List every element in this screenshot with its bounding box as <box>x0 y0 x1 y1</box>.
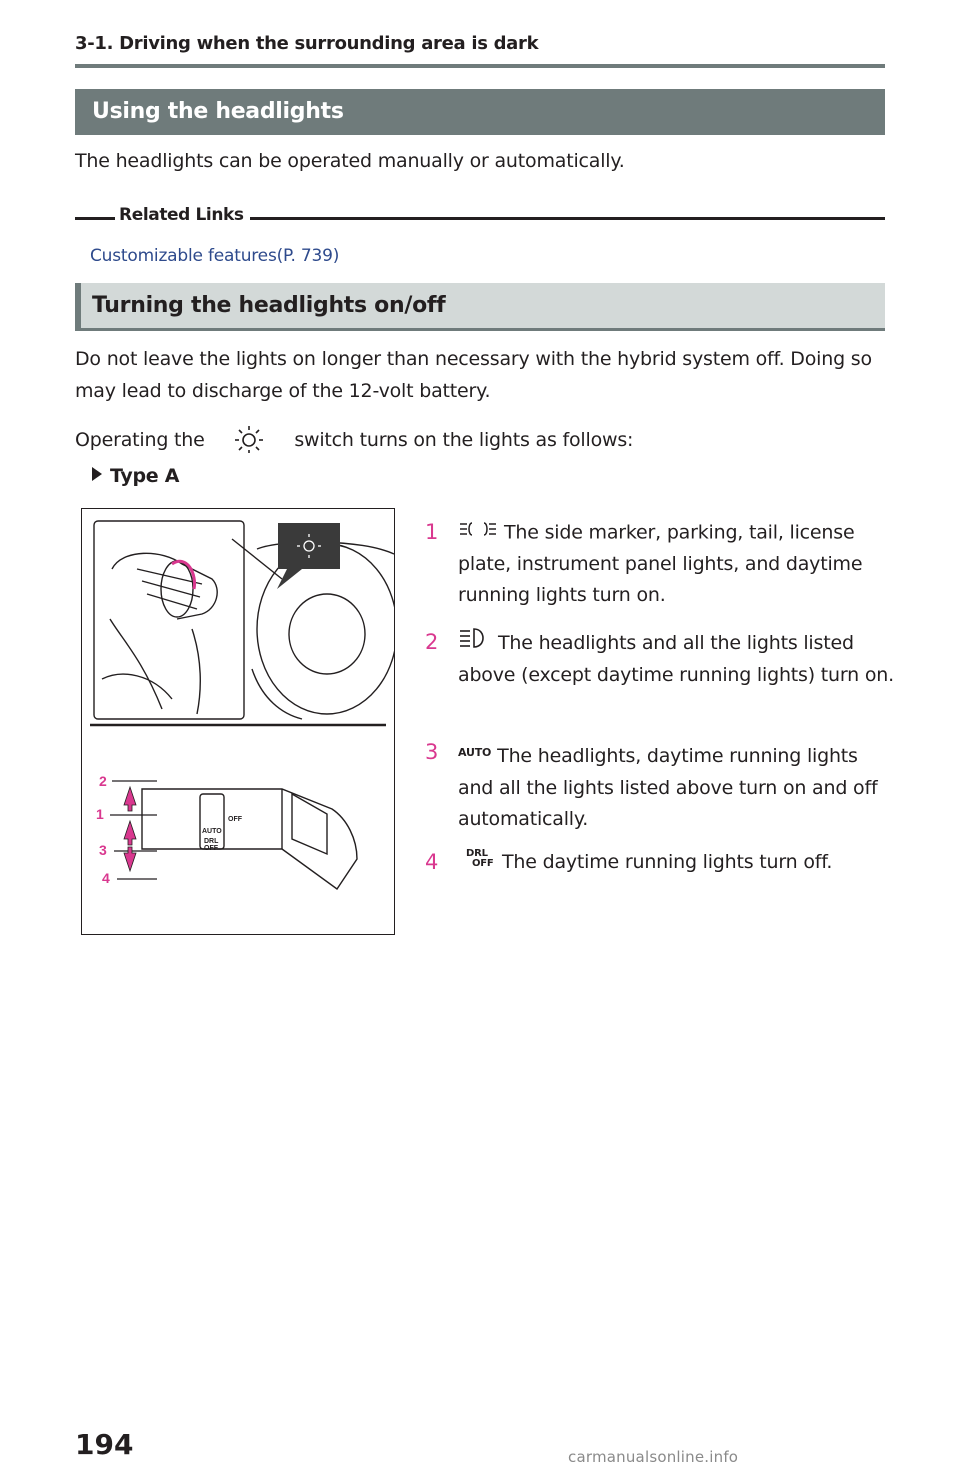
operating-text-pre: Operating the <box>75 429 205 451</box>
item-number: 3 <box>425 740 439 764</box>
callout-3: 3 <box>99 842 107 858</box>
section-title-turning-headlights: Turning the headlights on/off <box>75 283 885 331</box>
parking-lights-icon <box>458 517 498 549</box>
callout-2: 2 <box>99 773 107 789</box>
operating-text-post: switch turns on the lights as follows: <box>294 429 634 451</box>
item-text: The side marker, parking, tail, license plate, instrument panel lights, and daytime running lights turn on. <box>458 521 863 607</box>
callout-4: 4 <box>102 870 110 886</box>
list-item <box>425 847 895 879</box>
headlight-switch-illustration <box>81 508 395 935</box>
header-rule <box>75 64 885 68</box>
related-links-rule-right <box>250 217 885 220</box>
switch-label-off: OFF <box>228 816 242 823</box>
item-text: The daytime running lights turn off. <box>502 851 833 873</box>
headlight-icon <box>458 627 492 660</box>
drl-off-icon: DRL OFF <box>466 848 494 869</box>
list-item <box>425 517 895 612</box>
item-text: The headlights and all the lights listed above (except daytime running lights) turn on. <box>458 631 894 686</box>
item-text: The headlights, daytime running lights and all the lights listed above turn on and off automatically. <box>458 745 878 830</box>
type-a-heading: Type A <box>92 465 179 487</box>
item-number: 4 <box>425 850 439 874</box>
list-item <box>425 627 895 691</box>
switch-label-drl: DRL <box>204 838 219 845</box>
operating-sentence <box>75 424 633 456</box>
switch-label-drl-off: OFF <box>204 845 218 852</box>
arrow-bullet-icon <box>92 467 102 481</box>
item-number: 2 <box>425 630 439 654</box>
callout-1: 1 <box>96 806 104 822</box>
section-title-using-headlights: Using the headlights <box>75 89 885 135</box>
related-links-rule-left <box>75 217 115 220</box>
auto-icon: AUTO <box>458 746 492 759</box>
light-switch-icon <box>210 431 288 451</box>
breadcrumb: 3-1. Driving when the surrounding area is dark <box>75 33 539 54</box>
battery-warning-text: Do not leave the lights on longer than necessary with the hybrid system off. Doing so may lead to discharge of the 12-volt battery. <box>75 348 872 402</box>
page-number: 194 <box>75 1428 134 1461</box>
switch-label-auto: AUTO <box>202 828 222 835</box>
list-item <box>425 737 895 836</box>
related-link-customizable-features[interactable]: Customizable features(P. 739) <box>90 246 340 266</box>
item-number: 1 <box>425 520 439 544</box>
watermark: carmanualsonline.info <box>568 1448 739 1466</box>
intro-text: The headlights can be operated manually or automatically. <box>75 150 625 172</box>
related-links-title: Related Links <box>119 205 244 225</box>
